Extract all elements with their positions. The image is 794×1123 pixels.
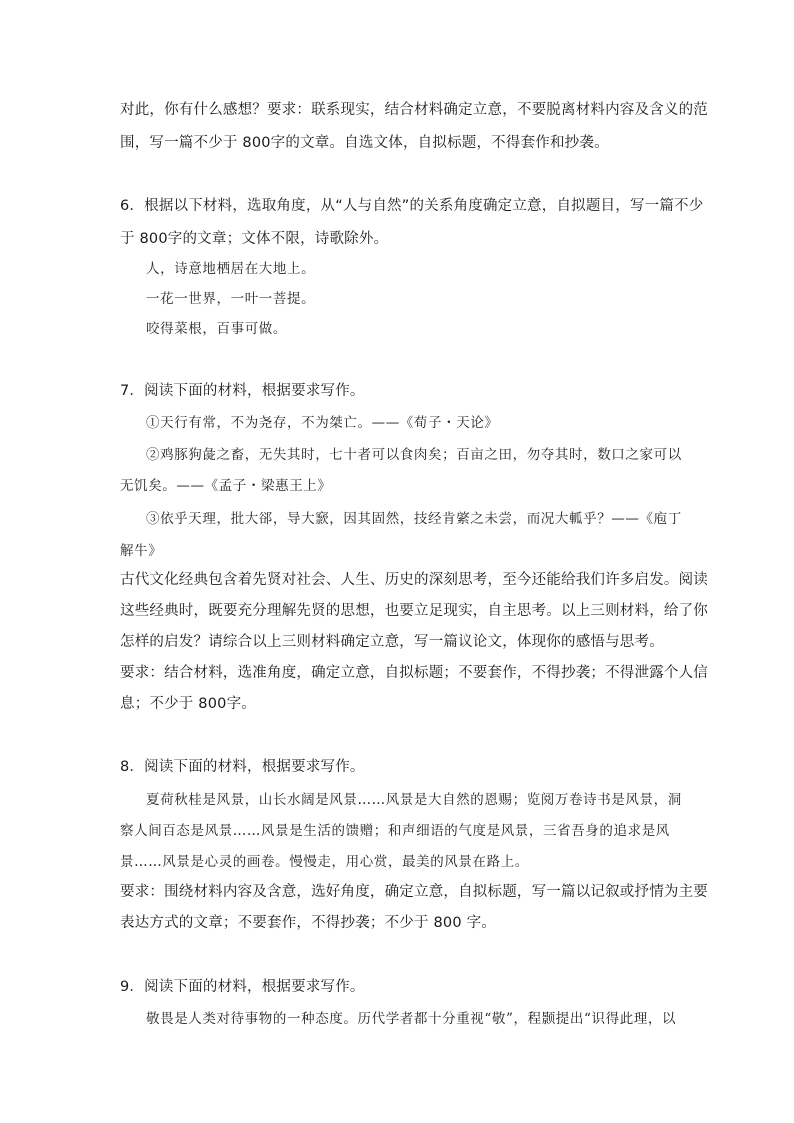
q6-quote-1: 人，诗意地栖居在大地上。 — [146, 261, 316, 277]
q6-prompt-line-1: 6．根据以下材料，选取角度，从“人与自然”的关系角度确定立意，自拟题目，写一篇不少 — [120, 198, 704, 214]
q7-heading: 7．阅读下面的材料，根据要求写作。 — [120, 383, 365, 399]
q7-requirement-line-2: 息；不少于 800字。 — [120, 696, 256, 712]
q7-material-3-line-1: ③依乎天理，批大郤，导大窾，因其固然，技经肯綮之未尝，而况大軱乎？——《庖丁 — [146, 511, 682, 527]
q9-heading: 9．阅读下面的材料，根据要求写作。 — [120, 979, 365, 995]
q7-material-2-line-1: ②鸡豚狗彘之畜，无失其时，七十者可以食肉矣；百亩之田，勿夺其时，数口之家可以 — [146, 447, 682, 463]
q7-requirement-line-1: 要求：结合材料，选准角度，确定立意，自拟标题；不要套作，不得抄袭；不得泄露个人信 — [120, 665, 708, 681]
q7-material-1: ①天行有常，不为尧存，不为桀亡。——《荀子・天论》 — [146, 415, 499, 431]
intro-line-1: 对此，你有什么感想？要求：联系现实，结合材料确定立意，不要脱离材料内容及含义的范 — [120, 102, 708, 118]
q8-material-line-2: 察人间百态是风景……风景是生活的馈赠；和声细语的气度是风景，三省吾身的追求是风 — [120, 823, 670, 839]
q8-material-line-3: 景……风景是心灵的画卷。慢慢走，用心赏，最美的风景在路上。 — [120, 854, 529, 870]
q6-quote-3: 咬得菜根，百事可做。 — [146, 321, 287, 337]
q8-requirement-line-1: 要求：围绕材料内容及含意，选好角度，确定立意，自拟标题，写一篇以记叙或抒情为主要 — [120, 884, 708, 900]
q8-heading: 8．阅读下面的材料，根据要求写作。 — [120, 759, 365, 775]
q7-body-line-2: 这些经典时，既要充分理解先贤的思想，也要立足现实，自主思考。以上三则材料，给了你 — [120, 603, 708, 619]
q8-material-line-1: 夏荷秋桂是风景，山长水阔是风景……风景是大自然的恩赐；览阅万卷诗书是风景，洞 — [146, 792, 682, 808]
intro-line-2: 围，写一篇不少于 800字的文章。自选文体，自拟标题，不得套作和抄袭。 — [120, 135, 609, 151]
q7-body-line-3: 怎样的启发？请综合以上三则材料确定立意，写一篇议论文，体现你的感悟与思考。 — [120, 634, 664, 650]
q6-quote-2: 一花一世界，一叶一菩提。 — [146, 291, 316, 307]
q7-material-2-line-2: 无饥矣。——《孟子・梁惠王上》 — [120, 478, 332, 494]
q8-requirement-line-2: 表达方式的文章；不要套作，不得抄袭；不少于 800 字。 — [120, 915, 496, 931]
q7-material-3-line-2: 解牛》 — [120, 543, 163, 559]
q6-prompt-line-2: 于 800字的文章；文体不限，诗歌除外。 — [120, 231, 389, 247]
q9-material-line-1: 敬畏是人类对待事物的一种态度。历代学者都十分重视“敬”，程颢提出“识得此理，以 — [146, 1011, 677, 1027]
q7-body-line-1: 古代文化经典包含着先贤对社会、人生、历史的深刻思考，至今还能给我们许多启发。阅读 — [120, 572, 708, 588]
